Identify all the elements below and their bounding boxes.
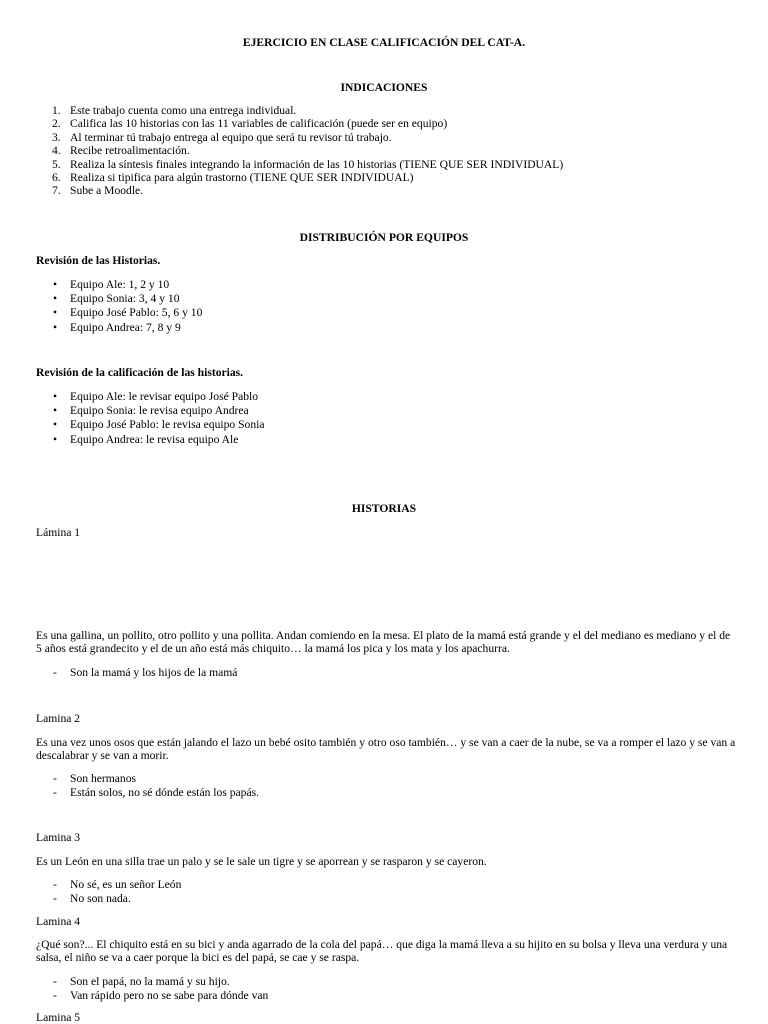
list-item: • Equipo Ale: 1, 2 y 10 xyxy=(53,278,170,291)
list-item: • Equipo José Pablo: 5, 6 y 10 xyxy=(53,306,203,320)
list-item: - No son nada. xyxy=(53,891,131,905)
lamina-2-answers xyxy=(36,772,259,799)
lamina-1-answers xyxy=(36,666,237,680)
list-item: • Equipo Ale: le revisar equipo José Pablo xyxy=(53,390,259,403)
list-item: • Equipo Sonia: le revisa equipo Andrea xyxy=(53,404,249,418)
list-item: - Van rápido pero no se sabe para dónde van xyxy=(53,988,269,1002)
lamina-3-answers xyxy=(36,878,181,905)
list-item: • Equipo Andrea: le revisa equipo Ale xyxy=(53,432,239,446)
list-item: • Equipo José Pablo: le revisa equipo Sonia xyxy=(53,418,265,432)
list-item: - Son el papá, no la mamá y su hijo. xyxy=(53,975,230,988)
indicaciones-list xyxy=(36,104,563,198)
list-item: 3. Al terminar tú trabajo entrega al equipo que será tu revisor tú trabajo. xyxy=(52,130,392,144)
lamina-4-label: Lamina 4 xyxy=(36,915,81,928)
revision-calificacion-subheading: Revisión de la calificación de las historias. xyxy=(36,366,244,379)
list-item: 6. Realiza si tipifica para algún trastorno (TIENE QUE SER INDIVIDUAL) xyxy=(52,170,414,184)
list-item: • Equipo Sonia: 3, 4 y 10 xyxy=(53,292,180,306)
revision-historias-list xyxy=(36,278,202,335)
list-item: 2. Califica las 10 historias con las 11 variables de calificación (puede ser en equipo) xyxy=(52,117,448,131)
list-item: 1. Este trabajo cuenta como una entrega individual. xyxy=(52,104,297,117)
list-item: - Son hermanos xyxy=(53,772,137,785)
revision-calificacion-list xyxy=(36,390,265,447)
lamina-1-label: Lámina 1 xyxy=(36,526,81,539)
lamina-2-label: Lamina 2 xyxy=(36,712,81,725)
lamina-4-answers xyxy=(36,975,268,1002)
list-item: - Están solos, no sé dónde están los papás. xyxy=(53,785,260,799)
lamina-4-text: ¿Qué son?... El chiquito está en su bici y anda agarrado de la cola del papá… que diga la mamá lleva a su hijito en su bolsa y lleva una verdura y una salsa, el niño se va a caer porque la bici es del papá, se cae y se raspa. xyxy=(36,938,728,965)
lamina-1-text: Es una gallina, un pollito, otro pollito y una pollita. Andan comiendo en la mesa. El plato de la mamá está grande y el del mediano es mediano y el de 5 años está grandecito y el de un año está más chiquito… la mamá los pica y los mata y los apachurra. xyxy=(36,629,731,656)
lamina-2-text: Es una vez unos osos que están jalando el lazo un bebé osito también y otro oso también… y se van a caer de la nube, se va a romper el lazo y se van a descalabrar y se van a morir. xyxy=(36,736,736,763)
historias-heading: HISTORIAS xyxy=(351,502,417,515)
list-item: 4. Recibe retroalimentación. xyxy=(52,144,190,158)
list-item: 7. Sube a Moodle. xyxy=(52,184,144,198)
lamina-3-text: Es un León en una silla trae un palo y se le sale un tigre y se aporrean y se rasparon y se cayeron. xyxy=(36,855,487,868)
revision-historias-subheading: Revisión de las Historias. xyxy=(36,254,161,267)
distribucion-heading: DISTRIBUCIÓN POR EQUIPOS xyxy=(299,231,469,244)
lamina-5-label: Lamina 5 xyxy=(36,1011,81,1024)
list-item: - Son la mamá y los hijos de la mamá xyxy=(53,666,238,679)
list-item: • Equipo Andrea: 7, 8 y 9 xyxy=(53,320,181,334)
lamina-3-label: Lamina 3 xyxy=(36,831,81,844)
indicaciones-heading: INDICACIONES xyxy=(340,81,428,94)
list-item: - No sé, es un señor León xyxy=(53,878,182,891)
document-title: EJERCICIO EN CLASE CALIFICACIÓN DEL CAT-A. xyxy=(242,36,526,49)
list-item: 5. Realiza la síntesis finales integrando la información de las 10 historias (TIENE QUE SER INDIVIDUAL) xyxy=(52,157,564,171)
